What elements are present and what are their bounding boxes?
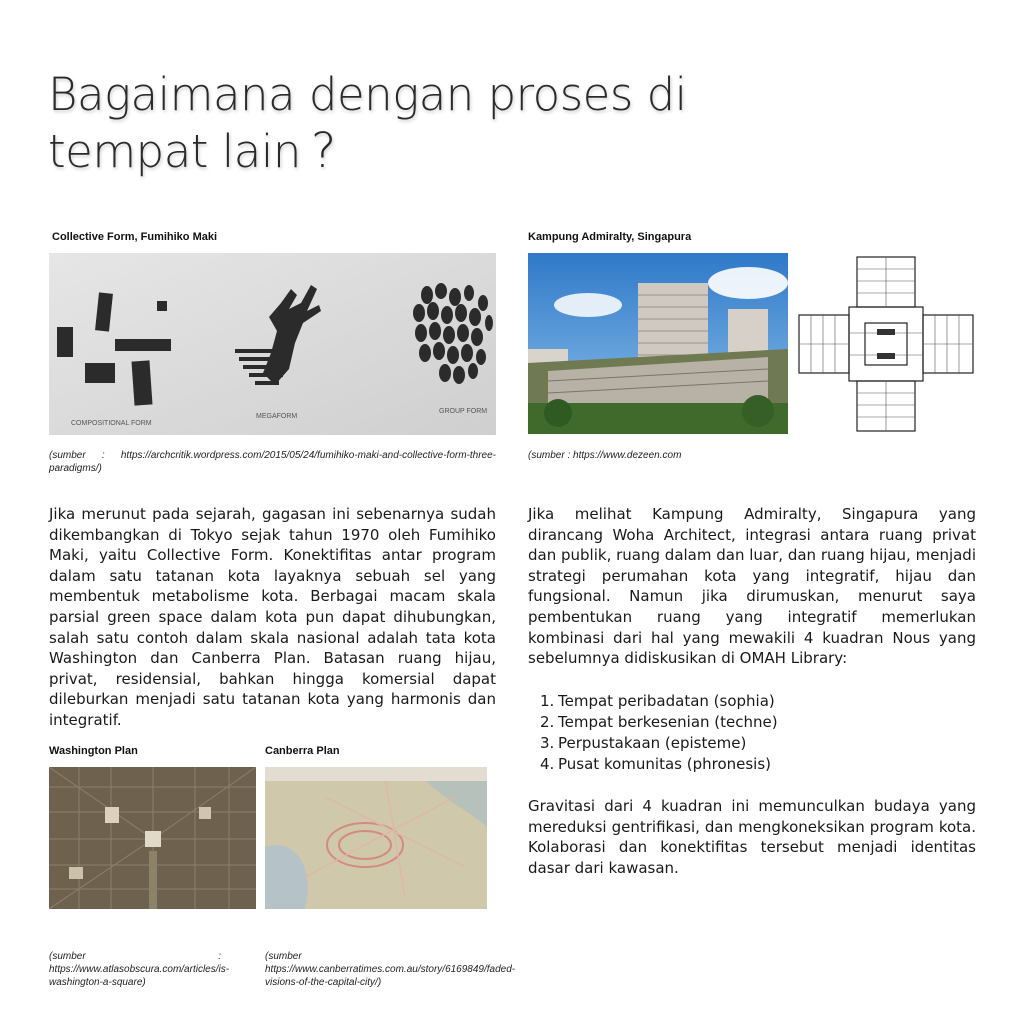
list-text: Tempat peribadatan (sophia) (558, 692, 775, 710)
canberra-plan-image (265, 767, 487, 909)
question-mark: ? (310, 123, 336, 179)
washington-caption: Washington Plan (49, 745, 138, 757)
nous-quadrant-list (540, 691, 970, 775)
list-text: Perpustakaan (episteme) (558, 734, 747, 752)
washington-plan-image (49, 767, 256, 909)
canberra-caption: Canberra Plan (265, 745, 340, 757)
label-compositional: COMPOSITIONAL FORM (71, 420, 152, 427)
right-paragraph-2: Gravitasi dari 4 kuadran ini memunculkan budaya yang mereduksi gentrifikasi, dan mengkoneksikan program kota. Kolaborasi dan konektifitas tersebut menjadi identitas dasar dari kawasan. (528, 797, 976, 877)
list-item (540, 691, 970, 712)
title-line-1: Bagaimana dengan proses di (48, 68, 687, 121)
page-title (48, 66, 748, 180)
list-number: 4. (540, 755, 555, 773)
list-item (540, 733, 970, 754)
kampung-admiralty-source: (sumber : https://www.dezeen.com (528, 450, 682, 461)
collective-form-source: (sumber : https://archcritik.wordpress.com/2015/05/24/fumihiko-maki-and-collective-form-three-paradigms/) (49, 450, 496, 474)
list-item (540, 712, 970, 733)
list-text: Pusat komunitas (phronesis) (558, 755, 772, 773)
list-number: 3. (540, 734, 555, 752)
kampung-admiralty-caption: Kampung Admiralty, Singapura (528, 231, 692, 243)
title-line-2 (48, 123, 748, 180)
washington-aerial (49, 767, 256, 909)
washington-source: (sumber : https://www.atlasobscura.com/articles/is-washington-a-square) (49, 951, 230, 988)
label-group-form: GROUP FORM (439, 408, 488, 415)
kampung-admiralty-building (528, 253, 788, 434)
title-line-2-text: tempat lain (48, 125, 301, 178)
canberra-source: (sumber https://www.canberratimes.com.au/story/6169849/faded-visions-of-the-capital-city/) (265, 951, 516, 988)
list-number: 2. (540, 713, 555, 731)
right-paragraph-1: Jika melihat Kampung Admiralty, Singapura yang dirancang Woha Architect, integrasi antara ruang privat dan publik, ruang dalam dan luar, dan ruang hijau, menjadi strategi perumahan kota yang integratif, hijau dan fungsional. Namun jika dirumuskan, menurut saya pembentukan ruang yang integratif memerlukan kombinasi dari hal yang mewakili 4 kuadran Nous yang sebelumnya didiskusikan di OMAH Library: (528, 505, 976, 668)
collective-form-caption: Collective Form, Fumihiko Maki (52, 231, 218, 243)
list-text: Tempat berkesenian (techne) (558, 713, 778, 731)
floorplan-drawing (795, 253, 977, 435)
kampung-admiralty-photo (528, 253, 788, 434)
list-item (540, 754, 970, 775)
canberra-drawing (265, 767, 487, 909)
left-paragraph: Jika merunut pada sejarah, gagasan ini sebenarnya sudah dikembangkan di Tokyo sejak tahun 1970 oleh Fumihiko Maki, yaitu Collective Form. Konektifitas antar program dalam satu tatanan kota layaknya sebuah sel yang membentuk metabolisme kota. Berbagai macam skala parsial green space dalam kota pun dapat dihubungkan, salah satu contoh dalam skala nasional adalah tata kota Washington dan Canberra Plan. Batasan ruang hijau, privat, residensial, bahkan hingga komersial dapat dileburkan menjadi satu tatanan kota yang harmonis dan integratif. (49, 505, 496, 729)
collective-form-image (49, 253, 496, 435)
list-number: 1. (540, 692, 555, 710)
label-megaform: MEGAFORM (256, 413, 298, 420)
kampung-admiralty-floorplan (795, 253, 977, 435)
collective-form-diagram (49, 253, 496, 435)
